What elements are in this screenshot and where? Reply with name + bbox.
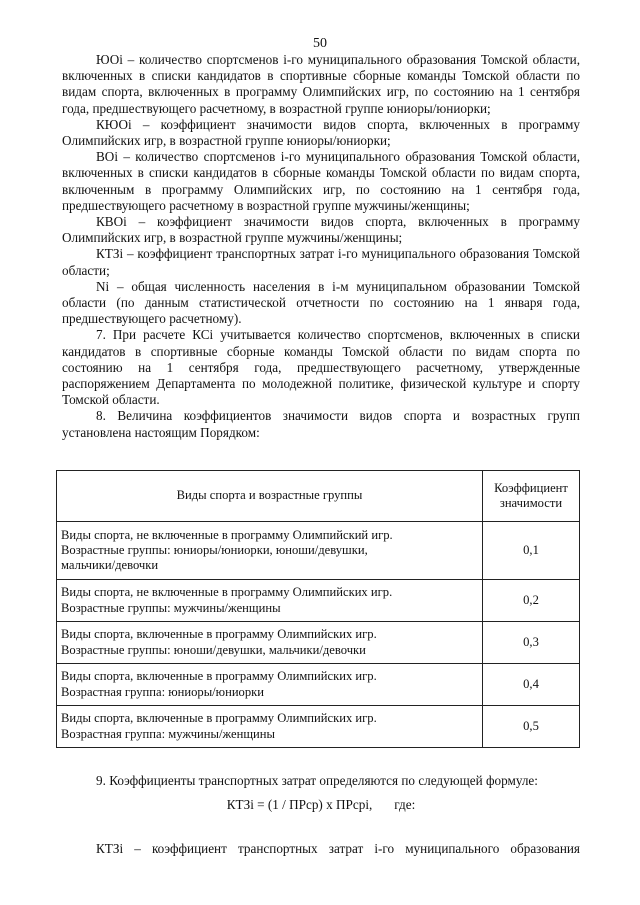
row-line: Возрастные группы: юниоры/юниорки, юноши/девушки, xyxy=(61,542,368,557)
row-line: Возрастная группа: юниоры/юниорки xyxy=(61,684,265,699)
formula xyxy=(62,797,580,813)
table-cell-value: 0,1 xyxy=(483,522,580,580)
row-line: Виды спорта, включенные в программу Олимпийских игр. xyxy=(61,669,377,684)
clause-8: 8. Величина коэффициентов значимости видов спорта и возрастных групп установлена настоящим Порядком: xyxy=(62,408,580,440)
document-body xyxy=(62,52,580,441)
table-row xyxy=(57,706,580,748)
row-line: Возрастные группы: мужчины/женщины xyxy=(61,600,281,615)
row-line: Виды спорта, включенные в программу Олимпийских игр. xyxy=(61,627,377,642)
coefficient-table xyxy=(56,470,580,748)
table-header-row xyxy=(57,471,580,522)
table-cell-description xyxy=(57,706,483,748)
row-line: Виды спорта, не включенные в программу Олимпийских игр. xyxy=(61,585,393,600)
header-sport-groups: Виды спорта и возрастные группы xyxy=(57,471,483,522)
formula-suffix: где: xyxy=(394,797,416,812)
table-row xyxy=(57,522,580,580)
table-cell-description xyxy=(57,522,483,580)
table-cell-description xyxy=(57,580,483,622)
page-number: 50 xyxy=(313,36,327,51)
clause-9: 9. Коэффициенты транспортных затрат определяются по следующей формуле: xyxy=(96,773,538,789)
row-line: Возрастная группа: мужчины/женщины xyxy=(61,726,275,741)
clause-7: 7. При расчете КСi учитывается количество спортсменов, включенных в списки кандидатов в спортивные сборные команды Томской области по видам спорта по состоянию на 1 сентября года, предшествующего расчетному, утвержденные распоряжением Департамента по молодежной политике, физической культуре и спорту Томской области. xyxy=(62,327,580,408)
table-cell-value: 0,2 xyxy=(483,580,580,622)
formula-expression: КТЗi = (1 / ПРср) х ПРсрi, xyxy=(226,797,373,812)
table-row xyxy=(57,664,580,706)
table-cell-description xyxy=(57,622,483,664)
definition-kyuo: КЮОi – коэффициент значимости видов спорта, включенных в программу Олимпийских игр, в возрастной группе юниоры/юниорки; xyxy=(62,116,580,149)
definition-ktz: КТЗi – коэффициент транспортных затрат i-го муниципального образования Томской области; xyxy=(62,246,580,278)
row-line: мальчики/девочки xyxy=(61,558,159,573)
table-row xyxy=(57,622,580,664)
header-coefficient: Коэффициент значимости xyxy=(483,471,580,522)
definition-n: Ni – общая численность населения в i-м муниципальном образовании Томской области (по данным статистической отчетности по состоянию на 1 января года, предшествующего расчетному). xyxy=(62,278,580,327)
table-row xyxy=(57,580,580,622)
definition-yuo: ЮОi – количество спортсменов i-го муниципального образования Томской области, включенных в списки кандидатов в спортивные сборные команды Томской области по видам спорта, включенных в программу Олимпийских игр, по состоянию на 1 сентября года, предшествующего расчетному, в возрастной группе юниоры/юниорки; xyxy=(62,52,580,116)
table-cell-description xyxy=(57,664,483,706)
row-line: Виды спорта, включенные в программу Олимпийских игр. xyxy=(61,711,377,726)
definition-kvo: КВОi – коэффициент значимости видов спорта, включенных в программу Олимпийских игр, в возрастной группе мужчины/женщины; xyxy=(62,214,580,246)
definition-vo: ВОi – количество спортсменов i-го муниципального образования Томской области, включенных в списки кандидатов в сборные команды Томской области по видам спорта, включенным в программу Олимпийских игр, по состоянию на 1 сентября года, предшествующего расчетному в возрастной группе мужчины/женщины; xyxy=(62,149,580,213)
definition-ktz-continued: КТЗi – коэффициент транспортных затрат i-го муниципального образования xyxy=(96,841,580,857)
row-line: Виды спорта, не включенные в программу Олимпийский игр. xyxy=(61,527,393,542)
table-cell-value: 0,3 xyxy=(483,622,580,664)
table-cell-value: 0,4 xyxy=(483,664,580,706)
table-cell-value: 0,5 xyxy=(483,706,580,748)
row-line: Возрастные группы: юноши/девушки, мальчики/девочки xyxy=(61,642,366,657)
